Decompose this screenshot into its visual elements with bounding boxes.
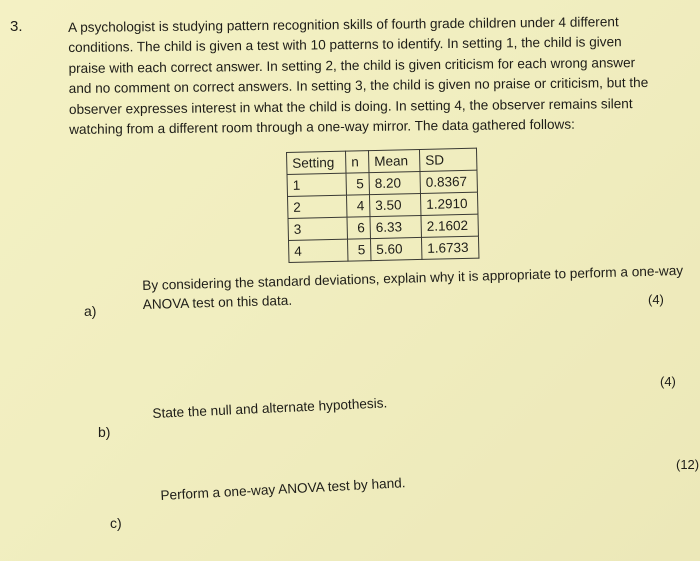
cell-sd: 2.1602 xyxy=(421,214,478,237)
cell-n: 4 xyxy=(346,195,369,218)
intro-line: observer expresses interest in what the child is doing. In setting 4, the observer remains silent xyxy=(68,95,633,117)
cell-mean: 3.50 xyxy=(369,193,420,216)
part-c-label: c) xyxy=(110,515,122,531)
part-c-question: Perform a one-way ANOVA test by hand. xyxy=(160,475,406,503)
part-a-marks: (4) xyxy=(648,292,664,307)
intro-line: praise with each correct answer. In setting 2, the child is given criticism for each wrong answer xyxy=(68,54,636,76)
intro-line: and no comment on correct answers. In setting 3, the child is given no praise or criticism, but the xyxy=(68,75,649,97)
cell-n: 6 xyxy=(347,217,370,240)
column-header-mean: Mean xyxy=(368,149,419,172)
cell-n: 5 xyxy=(347,239,370,262)
data-table xyxy=(286,148,479,263)
cell-setting: 3 xyxy=(288,217,347,240)
question-number: 3. xyxy=(10,18,23,35)
part-a-line: ANOVA test on this data. xyxy=(142,292,293,312)
table-row xyxy=(289,236,479,262)
part-b-question: State the null and alternate hypothesis. xyxy=(152,395,388,421)
cell-mean: 6.33 xyxy=(370,215,421,238)
part-a-label: a) xyxy=(84,303,97,319)
part-a-question xyxy=(142,260,700,314)
cell-setting: 1 xyxy=(287,173,346,196)
intro-line: conditions. The child is given a test with 10 patterns to identify. In setting 1, the child is given xyxy=(68,34,622,56)
cell-sd: 0.8367 xyxy=(420,170,477,193)
column-header-setting: Setting xyxy=(287,151,346,174)
part-b-label: b) xyxy=(98,424,111,440)
column-header-n: n xyxy=(345,151,368,174)
cell-setting: 2 xyxy=(288,195,347,218)
cell-n: 5 xyxy=(346,173,369,196)
cell-setting: 4 xyxy=(289,239,348,262)
part-b-marks: (4) xyxy=(660,374,676,389)
part-a-line: By considering the standard deviations, explain why it is appropriate to perform a one-way xyxy=(142,262,684,293)
cell-mean: 8.20 xyxy=(369,171,420,194)
intro-line: watching from a different room through a one-way mirror. The data gathered follows: xyxy=(69,116,575,138)
cell-sd: 1.6733 xyxy=(421,236,478,259)
column-header-sd: SD xyxy=(419,148,476,171)
intro-line: A psychologist is studying pattern recognition skills of fourth grade children under 4 different xyxy=(68,14,619,35)
question-intro xyxy=(68,12,669,141)
cell-sd: 1.2910 xyxy=(420,192,477,215)
cell-mean: 5.60 xyxy=(370,237,421,260)
part-c-marks: (12) xyxy=(676,457,700,472)
